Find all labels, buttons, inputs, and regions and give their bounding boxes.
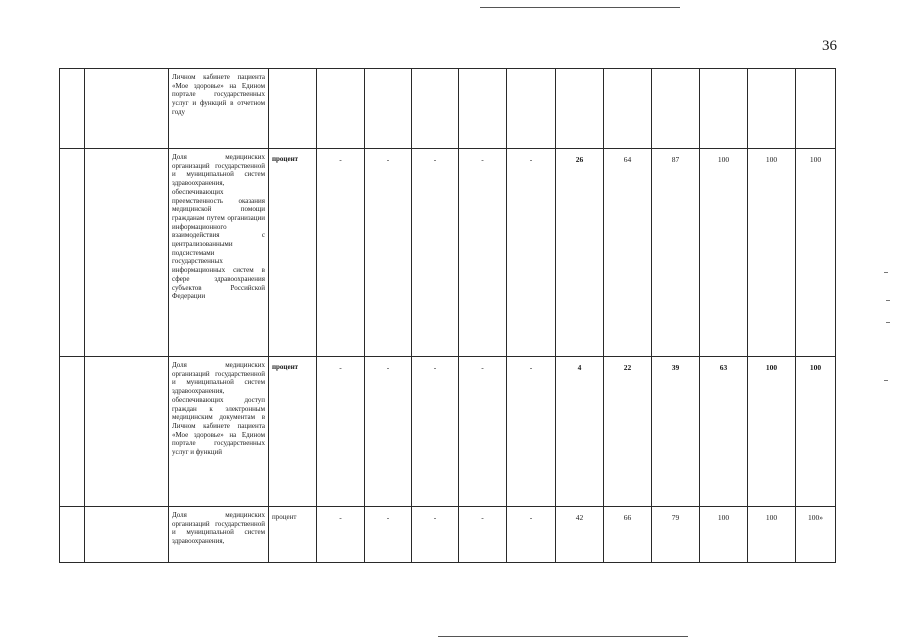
value-cell: - (459, 149, 507, 357)
value-cell: 100 (796, 357, 836, 507)
value-cell: - (412, 149, 459, 357)
value-cell: 100 (748, 149, 796, 357)
value-cell: - (507, 149, 556, 357)
unit-cell: процент (269, 507, 317, 563)
value-cell: 66 (604, 507, 652, 563)
value-cell: 100 (748, 357, 796, 507)
scan-mark (886, 300, 890, 301)
indicator-name-cell (85, 149, 169, 357)
row-number-cell (60, 149, 85, 357)
value-cell: 22 (604, 357, 652, 507)
value-cell: 39 (652, 357, 700, 507)
value-cell: 42 (556, 507, 604, 563)
indicators-table (59, 68, 836, 563)
scan-line-bottom (438, 636, 688, 637)
value-cell: 79 (652, 507, 700, 563)
value-cell: - (412, 357, 459, 507)
description-cell: Доля медицинских организаций государственной и муниципальной систем здравоохранения, обеспечивающих доступ граждан к электронным медицинским документам в Личном кабинете пациента «Мое здоровье» на Едином портале государственных услуг и функций (169, 357, 269, 507)
value-cell (556, 69, 604, 149)
value-cell (507, 69, 556, 149)
value-cell (412, 69, 459, 149)
value-cell: - (507, 357, 556, 507)
value-cell: 100 (748, 507, 796, 563)
value-cell: 63 (700, 357, 748, 507)
value-cell (748, 69, 796, 149)
value-cell: - (365, 149, 412, 357)
value-cell: 100 (796, 149, 836, 357)
value-cell: 87 (652, 149, 700, 357)
value-cell (317, 69, 365, 149)
description-cell: Личном кабинете пациента «Мое здоровье» на Едином портале государственных услуг и функций в отчетном году (169, 69, 269, 149)
value-cell: 4 (556, 357, 604, 507)
value-cell: - (365, 507, 412, 563)
table-row (60, 149, 836, 357)
scan-mark (884, 380, 888, 381)
value-cell (796, 69, 836, 149)
value-cell (652, 69, 700, 149)
value-cell: - (317, 507, 365, 563)
page-number: 36 (822, 38, 837, 54)
scan-line-top (480, 7, 680, 8)
row-number-cell (60, 69, 85, 149)
table-row (60, 69, 836, 149)
description-cell: Доля медицинских организаций государственной и муниципальной систем здравоохранения, обеспечивающих преемственность оказания медицинской помощи гражданам путем организации информационного взаимодействия с централизованными подсистемами государственных информационных систем в сфере здравоохранения субъектов Российской Федерации (169, 149, 269, 357)
indicator-name-cell (85, 357, 169, 507)
value-cell: 26 (556, 149, 604, 357)
value-cell: - (459, 507, 507, 563)
unit-cell: процент (269, 357, 317, 507)
indicator-name-cell (85, 69, 169, 149)
value-cell: 100 (700, 149, 748, 357)
unit-cell: процент (269, 149, 317, 357)
value-cell (604, 69, 652, 149)
value-cell (459, 69, 507, 149)
row-number-cell (60, 357, 85, 507)
value-cell (700, 69, 748, 149)
value-cell: 100 (700, 507, 748, 563)
value-cell (365, 69, 412, 149)
value-cell: - (507, 507, 556, 563)
value-cell: 64 (604, 149, 652, 357)
value-cell: - (365, 357, 412, 507)
description-cell: Доля медицинских организаций государственной и муниципальной систем здравоохранения, (169, 507, 269, 563)
indicator-name-cell (85, 507, 169, 563)
table-row (60, 357, 836, 507)
value-cell: - (317, 149, 365, 357)
value-cell: - (459, 357, 507, 507)
scan-mark (884, 272, 888, 273)
scan-mark (886, 322, 890, 323)
value-cell: 100» (796, 507, 836, 563)
unit-cell (269, 69, 317, 149)
value-cell: - (317, 357, 365, 507)
row-number-cell (60, 507, 85, 563)
value-cell: - (412, 507, 459, 563)
table-row (60, 507, 836, 563)
